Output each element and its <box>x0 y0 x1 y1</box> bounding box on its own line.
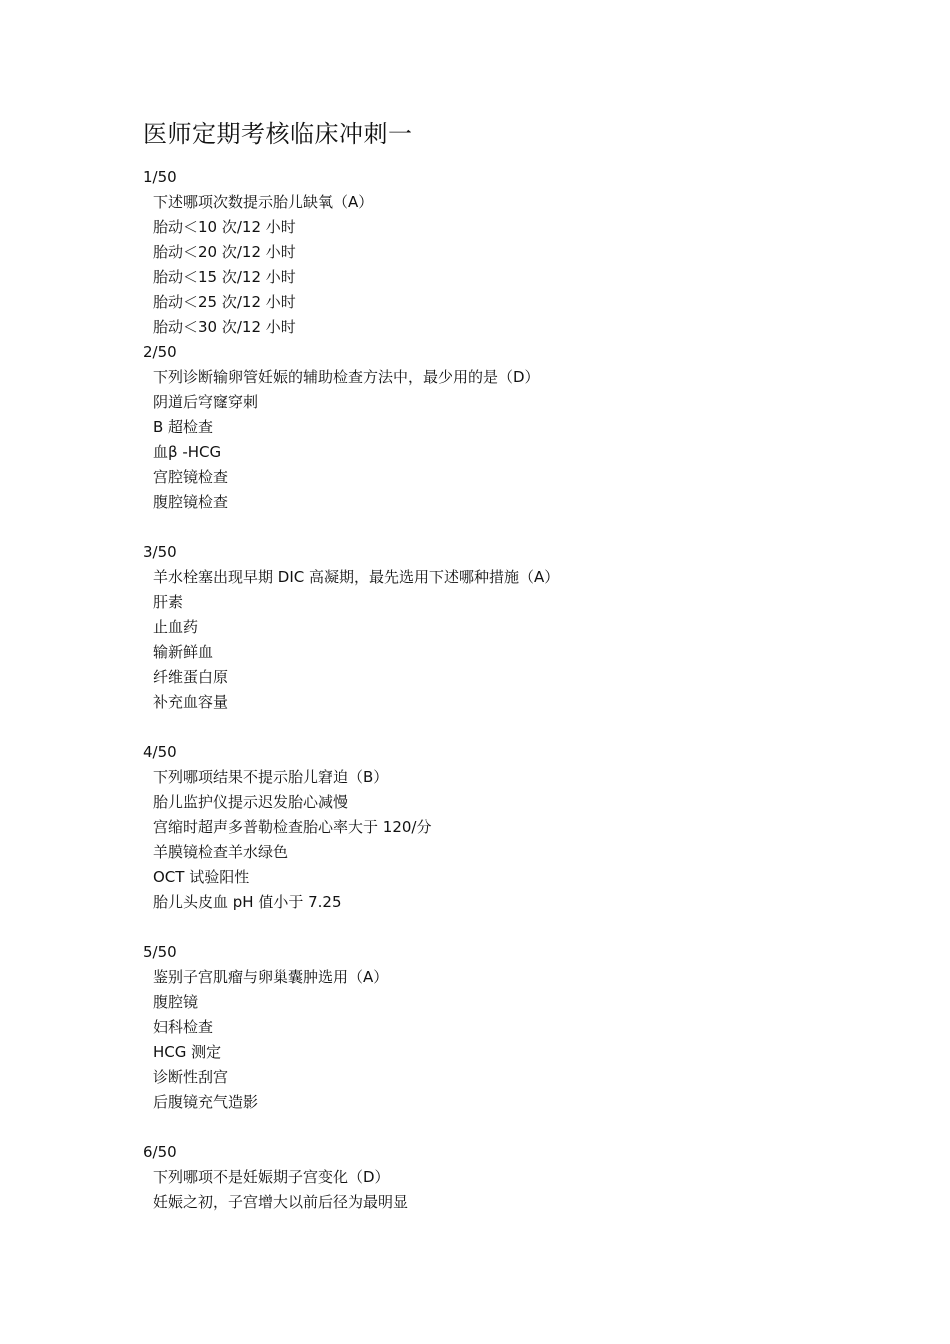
question-block <box>143 1140 843 1215</box>
question-option: B 超检查 <box>153 418 214 436</box>
document-title: 医师定期考核临床冲刺一 <box>143 120 413 148</box>
question-option: 血β -HCG <box>153 443 222 461</box>
question-option: 妊娠之初，子宫增大以前后径为最明显 <box>153 1193 409 1211</box>
question-option: 胎动＜20 次/12 小时 <box>153 243 296 261</box>
question-option: 纤维蛋白原 <box>153 668 229 686</box>
question-option: 补充血容量 <box>153 693 229 711</box>
question-option: 腹腔镜检查 <box>153 493 229 511</box>
question-option: 止血药 <box>153 618 199 636</box>
question-stem: 羊水栓塞出现早期 DIC 高凝期，最先选用下述哪种措施（A） <box>153 568 560 586</box>
question-number: 6/50 <box>143 1143 177 1161</box>
question-option: 妇科检查 <box>153 1018 214 1036</box>
question-block <box>143 940 843 1115</box>
question-option: 胎动＜15 次/12 小时 <box>153 268 296 286</box>
question-number: 5/50 <box>143 943 177 961</box>
question-option: 腹腔镜 <box>153 993 199 1011</box>
question-stem: 鉴别子宫肌瘤与卵巢囊肿选用（A） <box>153 968 389 986</box>
question-option: 羊膜镜检查羊水绿色 <box>153 843 289 861</box>
question-option: 后腹镜充气造影 <box>153 1093 259 1111</box>
question-list <box>143 165 843 1215</box>
question-stem: 下列诊断输卵管妊娠的辅助检查方法中，最少用的是（D） <box>153 368 540 386</box>
question-number: 3/50 <box>143 543 177 561</box>
question-option: 肝素 <box>153 593 184 611</box>
question-number: 4/50 <box>143 743 177 761</box>
question-block <box>143 165 843 340</box>
question-block <box>143 540 843 715</box>
question-option: 胎儿头皮血 pH 值小于 7.25 <box>153 893 342 911</box>
question-number: 2/50 <box>143 343 177 361</box>
question-option: 胎儿监护仪提示迟发胎心减慢 <box>153 793 349 811</box>
question-block <box>143 740 843 915</box>
question-option: 宫腔镜检查 <box>153 468 229 486</box>
question-block <box>143 340 843 515</box>
question-stem: 下列哪项不是妊娠期子宫变化（D） <box>153 1168 390 1186</box>
question-option: 诊断性刮宫 <box>153 1068 229 1086</box>
question-number: 1/50 <box>143 168 177 186</box>
question-option: 胎动＜25 次/12 小时 <box>153 293 296 311</box>
question-stem: 下述哪项次数提示胎儿缺氧（A） <box>153 193 374 211</box>
question-option: 阴道后穹窿穿刺 <box>153 393 259 411</box>
question-option: 胎动＜10 次/12 小时 <box>153 218 296 236</box>
question-option: 宫缩时超声多普勒检查胎心率大于 120/分 <box>153 818 432 836</box>
question-stem: 下列哪项结果不提示胎儿窘迫（B） <box>153 768 389 786</box>
question-option: OCT 试验阳性 <box>153 868 250 886</box>
question-option: 胎动＜30 次/12 小时 <box>153 318 296 336</box>
question-option: 输新鲜血 <box>153 643 214 661</box>
question-option: HCG 测定 <box>153 1043 222 1061</box>
